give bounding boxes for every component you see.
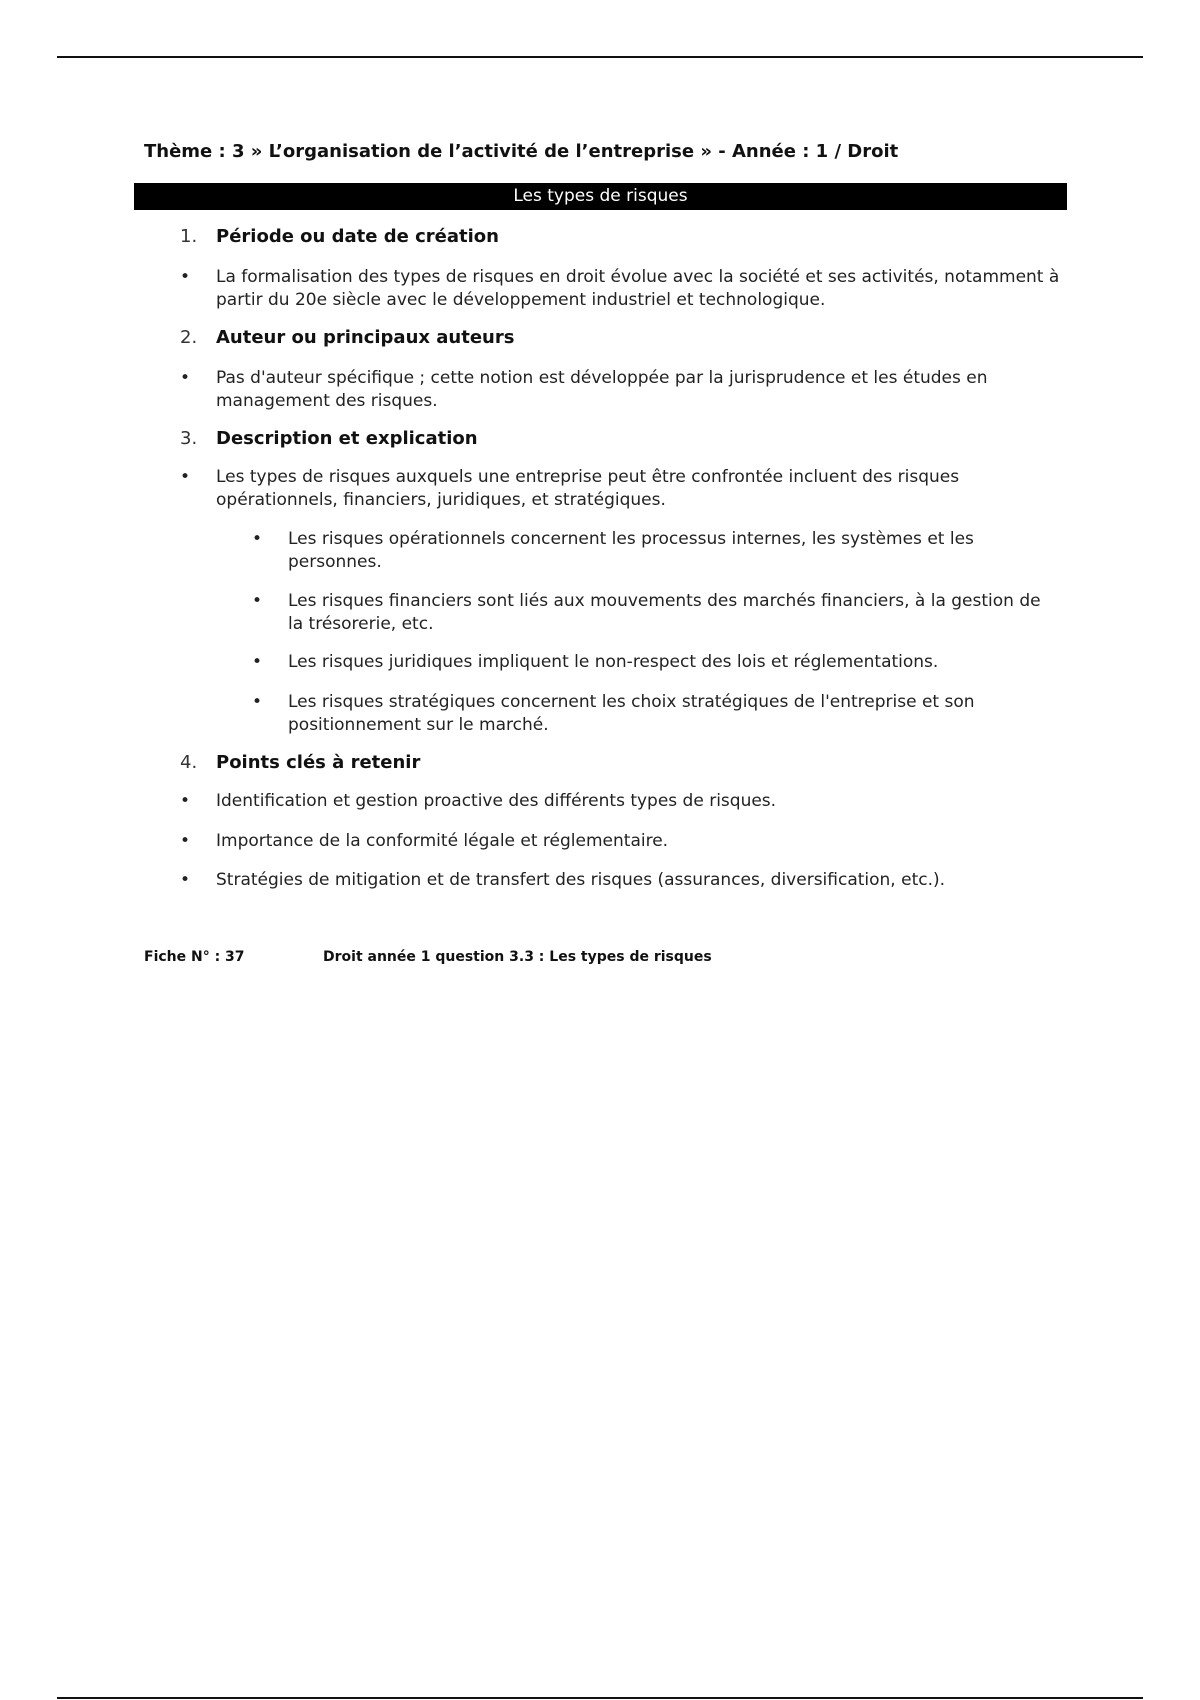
list-item-text: Les risques juridiques impliquent le non-respect des lois et réglementations. — [288, 652, 939, 672]
section-title: Auteur ou principaux auteurs — [216, 327, 515, 348]
section-title: Description et explication — [216, 428, 478, 449]
footer-reference: Droit année 1 question 3.3 : Les types de risques — [323, 949, 712, 965]
section-title: Période ou date de création — [216, 226, 499, 247]
sub-list-item — [252, 590, 1052, 636]
list-item-text: Importance de la conformité légale et réglementaire. — [216, 831, 669, 851]
section-heading — [180, 327, 514, 348]
section-heading — [180, 428, 478, 449]
section-number: 3. — [180, 428, 198, 449]
list-item-text: Les risques financiers sont liés aux mouvements des marchés financiers, à la gestion de la trésorerie, etc. — [288, 591, 1041, 634]
list-item-text: Pas d'auteur spécifique ; cette notion est développée par la jurisprudence et les études en management des risques. — [216, 368, 988, 411]
section-number: 4. — [180, 752, 198, 773]
list-item-text: Les risques opérationnels concernent les processus internes, les systèmes et les personnes. — [288, 529, 974, 572]
list-item — [180, 830, 1060, 853]
section-heading — [180, 752, 420, 773]
bullet-icon: • — [252, 529, 263, 549]
list-item-text: Les risques stratégiques concernent les choix stratégiques de l'entreprise et son positionnement sur le marché. — [288, 692, 975, 735]
section-number: 1. — [180, 226, 198, 247]
bullet-icon: • — [252, 692, 263, 712]
bullet-icon: • — [180, 831, 191, 851]
list-item-text: Identification et gestion proactive des différents types de risques. — [216, 791, 777, 811]
bullet-icon: • — [180, 467, 191, 487]
list-item-text: Stratégies de mitigation et de transfert des risques (assurances, diversification, etc.). — [216, 870, 946, 890]
page-title: Les types de risques — [513, 186, 688, 206]
list-item — [180, 466, 1060, 512]
footer-fiche-number: Fiche N° : 37 — [144, 949, 245, 965]
list-item — [180, 869, 1060, 892]
sub-list-item — [252, 528, 1052, 574]
bullet-icon: • — [180, 368, 191, 388]
section-heading — [180, 226, 499, 247]
list-item-text: Les types de risques auxquels une entreprise peut être confrontée incluent des risques opérationnels, financiers, juridiques, et stratégiques. — [216, 467, 960, 510]
sub-list-item — [252, 691, 1052, 737]
bullet-icon: • — [180, 870, 191, 890]
section-title: Points clés à retenir — [216, 752, 421, 773]
bullet-icon: • — [252, 652, 263, 672]
bullet-icon: • — [180, 267, 191, 287]
title-bar — [134, 183, 1067, 210]
list-item — [180, 266, 1060, 312]
bullet-icon: • — [180, 791, 191, 811]
sub-list-item — [252, 651, 1052, 674]
list-item — [180, 367, 1060, 413]
list-item — [180, 790, 1060, 813]
top-rule — [57, 56, 1143, 58]
section-number: 2. — [180, 327, 198, 348]
theme-line: Thème : 3 » L’organisation de l’activité de l’entreprise » - Année : 1 / Droit — [144, 141, 899, 162]
bullet-icon: • — [252, 591, 263, 611]
list-item-text: La formalisation des types de risques en droit évolue avec la société et ses activités, notamment à partir du 20e siècle avec le développement industriel et technologique. — [216, 267, 1060, 310]
bottom-rule — [57, 1697, 1143, 1699]
